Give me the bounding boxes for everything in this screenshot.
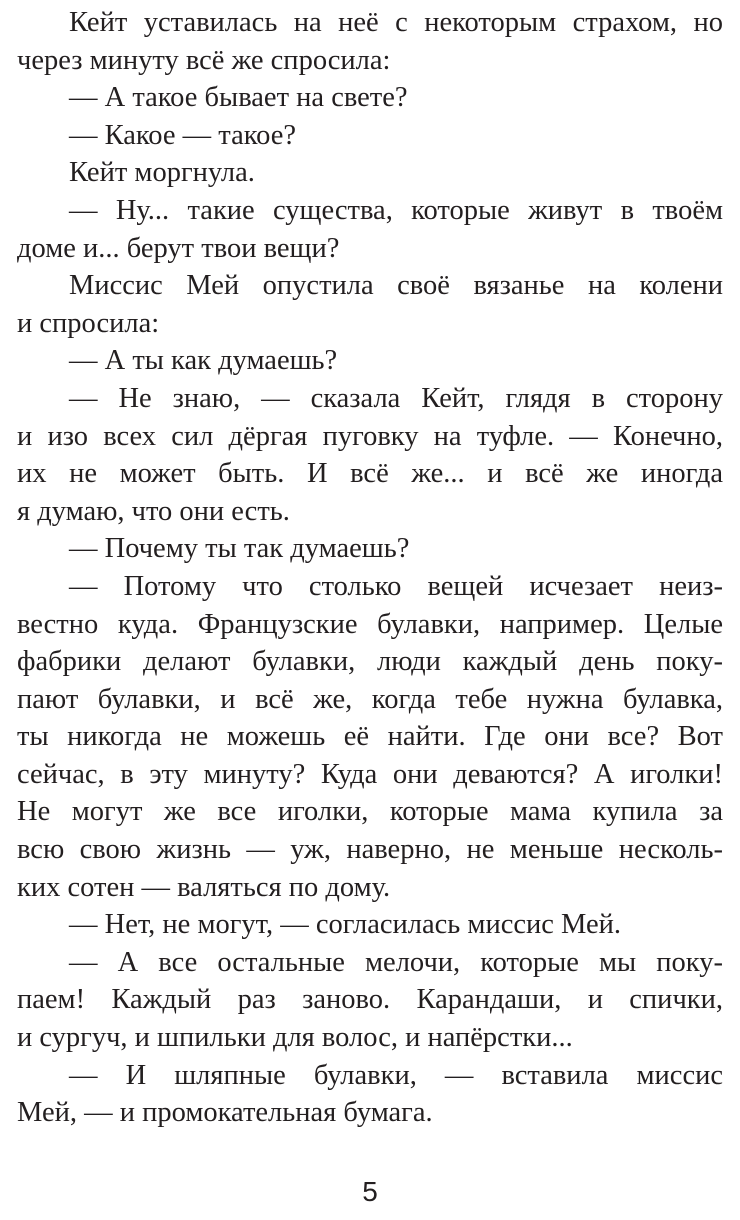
text-line: Кейт уставилась на неё с некоторым страхом, но: [69, 7, 723, 38]
text-line: всю свою жизнь — уж, наверно, не меньше несколь-: [17, 834, 723, 866]
text-line: доме и... берут твои вещи?: [17, 232, 340, 264]
text-line: — Ну... такие существа, которые живут в твоём: [69, 194, 723, 226]
text-line: паем! Каждый раз заново. Карандаши, и спички,: [17, 984, 723, 1016]
text-line: пают булавки, и всё же, когда тебе нужна булавка,: [17, 683, 723, 715]
text-line: и изо всех сил дёргая пуговку на туфле. — Конечно,: [17, 420, 723, 452]
page-number: 5: [362, 1176, 378, 1207]
text-line: — И шляпные булавки, — вставила миссис: [69, 1059, 723, 1091]
text-line: и сургуч, и шпильки для волос, и напёрстки...: [17, 1022, 573, 1054]
text-line: — Нет, не могут, — согласилась миссис Мей.: [69, 909, 622, 941]
text-line: ты никогда не можешь её найти. Где они все? Вот: [17, 721, 723, 753]
text-line: — А такое бывает на свете?: [69, 82, 408, 114]
text-line: — Потому что столько вещей исчезает неиз-: [69, 570, 723, 602]
text-line: вестно куда. Французские булавки, например. Целые: [17, 608, 723, 640]
text-line: сейчас, в эту минуту? Куда они деваются? А иголки!: [17, 758, 723, 790]
text-line: Кейт моргнула.: [69, 157, 255, 189]
text-line: ких сотен — валяться по дому.: [17, 871, 391, 903]
text-line: через минуту всё же спросила:: [17, 44, 391, 76]
text-line: — Не знаю, — сказала Кейт, глядя в сторону: [69, 382, 723, 414]
text-line: фабрики делают булавки, люди каждый день поку-: [17, 646, 723, 678]
text-line: Мей, — и промокательная бумага.: [17, 1097, 433, 1129]
text-line: Не могут же все иголки, которые мама купила за: [17, 796, 723, 828]
text-line: я думаю, что они есть.: [17, 495, 290, 527]
text-line: — Какое — такое?: [69, 119, 297, 151]
text-line: — Почему ты так думаешь?: [69, 533, 410, 565]
text-line: — А ты как думаешь?: [69, 345, 338, 377]
text-line: — А все остальные мелочи, которые мы поку-: [69, 946, 723, 978]
text-line: Миссис Мей опустила своё вязанье на колени: [69, 270, 723, 302]
text-line: их не может быть. И всё же... и всё же иногда: [17, 458, 723, 490]
text-line: и спросила:: [17, 307, 160, 339]
page-text-body: [17, 4, 723, 1132]
